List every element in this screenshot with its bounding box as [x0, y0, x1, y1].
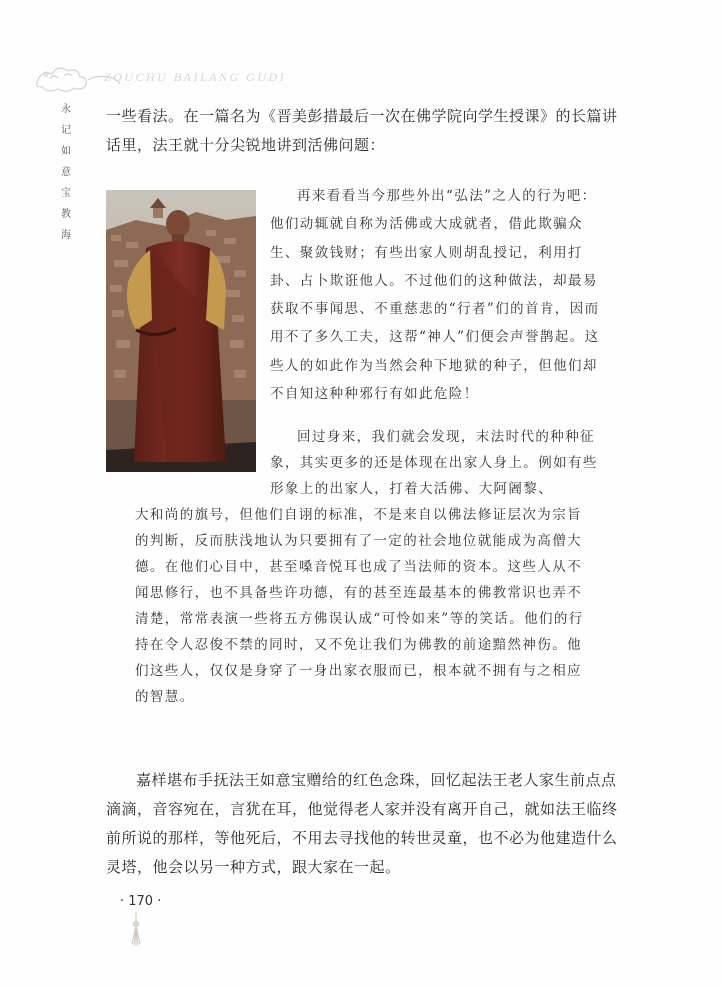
quote-paragraph-2-start: 回过身来，我们就会发现，末法时代的种种征象，其实更多的还是体现在出家人身上。例如有些形象上的出家人，打着大活佛、大阿阇黎、 [270, 429, 598, 497]
sidebar-char: 记 [61, 125, 71, 136]
sidebar-char: 海 [61, 230, 71, 241]
sidebar-book-title [58, 99, 74, 246]
sidebar-char: 意 [61, 167, 71, 178]
tassel-icon [128, 912, 144, 946]
sidebar-char: 永 [61, 104, 71, 115]
intro-paragraph: 一些看法。在一篇名为《晋美彭措最后一次在佛学院向学生授课》的长篇讲话里，法王就十分尖锐地讲到活佛问题： [106, 107, 618, 154]
page-number-value: 170 [128, 894, 154, 909]
sidebar-char: 教 [61, 209, 71, 220]
page-number: · 170 · [120, 894, 162, 909]
sidebar-char: 如 [61, 146, 71, 157]
quote-paragraph-1: 再来看看当今那些外出“弘法”之人的行为吧：他们动辄就自称为活佛或大成就者，借此欺骗众生、聚敛钱财；有些出家人则胡乱授记，利用打卦、占卜欺诳他人。不过他们的这种做法，却最易获取不事闻思、不重慈悲的“行者”们的首肯，因而用不了多久工夫，这帮“神人”们便会声誉鹊起。这些人的如此作为当然会种下地狱的种子，但他们却不自知这种种邪行有如此危险！ [270, 188, 600, 403]
page-header [0, 0, 722, 100]
closing-paragraph: 嘉样堪布手抚法王如意宝赠给的红色念珠，回忆起法王老人家生前点点滴滴，音容宛在，言犹在耳，他觉得老人家并没有离开自己，就如法王临终前所说的那样，等他死后，不用去寻找他的转世灵童，也不必为他建造什么灵塔，他会以另一种方式，跟大家在一起。 [106, 771, 618, 876]
sidebar-char: 宝 [61, 188, 71, 199]
monk-in-red-robes-photo [106, 190, 256, 472]
running-title: ZOUCHU BAILANG GUDI [104, 70, 287, 84]
quote-paragraph-2-continued: 大和尚的旗号，但他们自诩的标准，不是来自以佛法修证层次为宗旨的判断，反而肤浅地认为只要拥有了一定的社会地位就能成为高僧大德。在他们心目中，甚至嗓音悦耳也成了当法师的资本。这些人从不闻思修行，也不具备些许功德，有的甚至连最基本的佛教常识也弄不清楚，常常表演一些将五方佛误认成“可怜如来”等的笑话。他们的行持在令人忍俊不禁的同时，又不免让我们为佛教的前途黯然神伤。他们这些人，仅仅是身穿了一身出家衣服而已，根本就不拥有与之相应的智慧。 [135, 507, 584, 705]
